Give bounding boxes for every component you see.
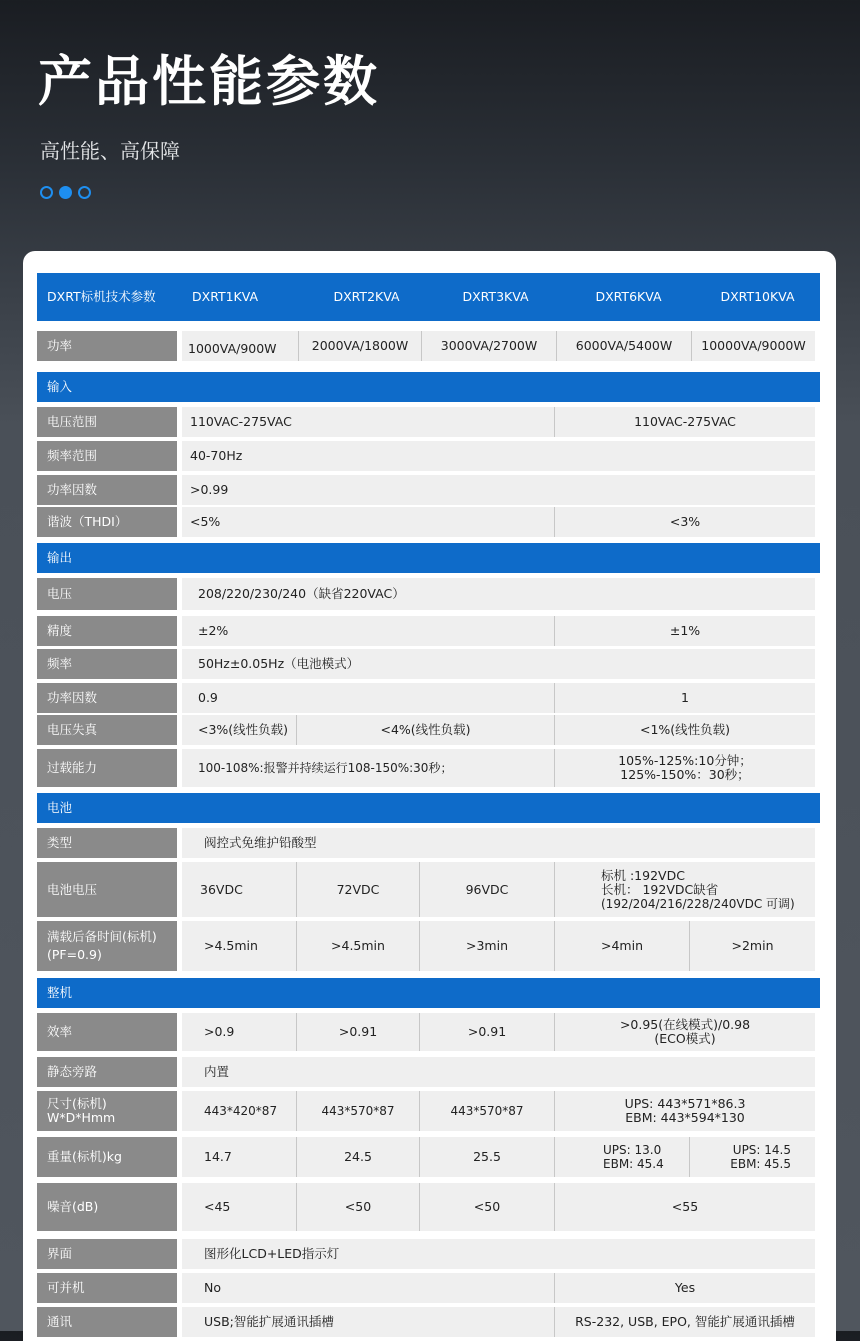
table-row bbox=[37, 1239, 820, 1269]
row-label: 频率 bbox=[37, 649, 182, 679]
row-label bbox=[37, 921, 182, 971]
table-cell: 1000VA/900W bbox=[182, 331, 299, 361]
table-row bbox=[37, 1057, 820, 1087]
header-cell: DXRT6KVA bbox=[595, 289, 662, 304]
table-cell: >0.99 bbox=[182, 475, 815, 505]
table-cell: 内置 bbox=[182, 1057, 815, 1087]
row-label: 电池电压 bbox=[37, 862, 182, 917]
section-header-whole bbox=[37, 978, 820, 1008]
table-cell: <3%(线性负载) bbox=[182, 715, 297, 745]
cell-line: EBM: 45.5 bbox=[730, 1157, 791, 1171]
spec-table-card bbox=[23, 251, 836, 1341]
section-header-output bbox=[37, 543, 820, 573]
table-cell: >4.5min bbox=[297, 921, 420, 971]
row-label: 界面 bbox=[37, 1239, 182, 1269]
row-label: 类型 bbox=[37, 828, 182, 858]
table-cell: No bbox=[182, 1273, 555, 1303]
table-row bbox=[37, 862, 820, 917]
table-cell: ±1% bbox=[555, 616, 815, 646]
table-cell: 0.9 bbox=[182, 683, 555, 713]
row-label bbox=[37, 1091, 182, 1131]
header-cell: DXRT1KVA bbox=[192, 289, 259, 304]
table-cell: 443*570*87 bbox=[297, 1091, 420, 1131]
table-cell: 96VDC bbox=[420, 862, 555, 917]
row-label: 噪音(dB) bbox=[37, 1183, 182, 1231]
table-cell bbox=[555, 1091, 815, 1131]
cell-line: EBM: 45.4 bbox=[603, 1157, 664, 1171]
table-cell bbox=[555, 1013, 815, 1051]
table-cell: 1 bbox=[555, 683, 815, 713]
table-cell: <1%(线性负载) bbox=[555, 715, 815, 745]
carousel-indicator bbox=[40, 186, 91, 199]
row-label: 电压 bbox=[37, 578, 182, 610]
table-cell: 2000VA/1800W bbox=[299, 331, 422, 361]
table-cell: 14.7 bbox=[182, 1137, 297, 1177]
table-row bbox=[37, 616, 820, 646]
row-label: 通讯 bbox=[37, 1307, 182, 1337]
table-row bbox=[37, 1137, 820, 1177]
row-label: 电压范围 bbox=[37, 407, 182, 437]
row-label-line: 尺寸(标机) bbox=[47, 1096, 107, 1111]
row-label: 可并机 bbox=[37, 1273, 182, 1303]
table-cell: >3min bbox=[420, 921, 555, 971]
table-row bbox=[37, 683, 820, 713]
table-cell: <55 bbox=[555, 1183, 815, 1231]
table-cell: ±2% bbox=[182, 616, 555, 646]
row-label: 重量(标机)kg bbox=[37, 1137, 182, 1177]
cell-line: UPS: 443*571*86.3 bbox=[624, 1096, 746, 1111]
cell-line: >0.95(在线模式)/0.98 bbox=[619, 1017, 751, 1032]
table-row bbox=[37, 715, 820, 745]
row-label-line: (PF=0.9) bbox=[47, 947, 102, 962]
table-row bbox=[37, 331, 820, 361]
table-row bbox=[37, 578, 820, 610]
section-title: 输出 bbox=[47, 550, 73, 565]
table-cell: 50Hz±0.05Hz（电池模式） bbox=[182, 649, 815, 679]
table-row bbox=[37, 828, 820, 858]
table-row bbox=[37, 1183, 820, 1231]
carousel-dot-1[interactable] bbox=[40, 186, 53, 199]
table-cell: <3% bbox=[555, 507, 815, 537]
table-row bbox=[37, 407, 820, 437]
table-cell: 3000VA/2700W bbox=[422, 331, 557, 361]
table-cell: <50 bbox=[420, 1183, 555, 1231]
section-title: 电池 bbox=[47, 800, 73, 815]
table-row bbox=[37, 749, 820, 787]
table-cell: 25.5 bbox=[420, 1137, 555, 1177]
cell-line: UPS: 14.5 bbox=[732, 1143, 791, 1157]
row-label: 功率因数 bbox=[37, 475, 182, 505]
header-cell: DXRT2KVA bbox=[333, 289, 400, 304]
cell-line: UPS: 13.0 bbox=[603, 1143, 662, 1157]
section-title: 整机 bbox=[47, 985, 73, 1000]
cell-line: 125%-150%：30秒； bbox=[620, 767, 750, 782]
header-cell: DXRT标机技术参数 bbox=[47, 289, 156, 304]
table-cell: 6000VA/5400W bbox=[557, 331, 692, 361]
table-cell bbox=[555, 749, 815, 787]
table-row bbox=[37, 1273, 820, 1303]
cell-line: (ECO模式) bbox=[654, 1031, 716, 1046]
row-label-line: W*D*Hmm bbox=[47, 1110, 116, 1125]
table-cell: <50 bbox=[297, 1183, 420, 1231]
table-cell: 443*420*87 bbox=[182, 1091, 297, 1131]
table-cell: Yes bbox=[555, 1273, 815, 1303]
table-cell: 图形化LCD+LED指示灯 bbox=[182, 1239, 815, 1269]
table-cell: 72VDC bbox=[297, 862, 420, 917]
cell-line: EBM: 443*594*130 bbox=[625, 1110, 745, 1125]
row-label: 精度 bbox=[37, 616, 182, 646]
page-title: 产品性能参数 bbox=[38, 50, 380, 113]
cell-line: 标机 :192VDC bbox=[601, 867, 685, 883]
table-cell bbox=[555, 1137, 690, 1177]
table-cell: 阀控式免维护铅酸型 bbox=[182, 828, 815, 858]
table-cell bbox=[690, 1137, 815, 1177]
table-row bbox=[37, 1307, 820, 1337]
table-cell: 443*570*87 bbox=[420, 1091, 555, 1131]
table-cell: >4.5min bbox=[182, 921, 297, 971]
table-cell: RS-232, USB, EPO, 智能扩展通讯插槽 bbox=[555, 1307, 815, 1337]
table-cell: 100-108%:报警并持续运行108-150%:30秒； bbox=[182, 749, 555, 787]
table-row bbox=[37, 475, 820, 505]
table-cell: <45 bbox=[182, 1183, 297, 1231]
table-cell: >4min bbox=[555, 921, 690, 971]
table-cell: 110VAC-275VAC bbox=[555, 407, 815, 437]
cell-line: 105%-125%:10分钟； bbox=[618, 753, 752, 768]
row-label: 功率 bbox=[37, 331, 182, 361]
table-row bbox=[37, 1091, 820, 1131]
section-header-input bbox=[37, 372, 820, 402]
table-cell: 40-70Hz bbox=[182, 441, 815, 471]
carousel-dot-3[interactable] bbox=[78, 186, 91, 199]
table-cell: USB;智能扩展通讯插槽 bbox=[182, 1307, 555, 1337]
table-row bbox=[37, 921, 820, 971]
cell-line: (192/204/216/228/240VDC 可调) bbox=[601, 896, 795, 911]
row-label: 功率因数 bbox=[37, 683, 182, 713]
page-subtitle: 高性能、高保障 bbox=[40, 139, 180, 163]
table-row bbox=[37, 507, 820, 537]
hero-banner bbox=[0, 0, 860, 260]
table-cell: <4%(线性负载) bbox=[297, 715, 555, 745]
row-label: 过载能力 bbox=[37, 749, 182, 787]
table-row bbox=[37, 649, 820, 679]
table-cell: >0.91 bbox=[297, 1013, 420, 1051]
table-cell: <5% bbox=[182, 507, 555, 537]
row-label: 效率 bbox=[37, 1013, 182, 1051]
table-cell: >0.91 bbox=[420, 1013, 555, 1051]
row-label: 静态旁路 bbox=[37, 1057, 182, 1087]
header-cell: DXRT3KVA bbox=[462, 289, 529, 304]
table-cell: 36VDC bbox=[182, 862, 297, 917]
row-label: 电压失真 bbox=[37, 715, 182, 745]
table-cell: 24.5 bbox=[297, 1137, 420, 1177]
section-header-battery bbox=[37, 793, 820, 823]
table-cell: 10000VA/9000W bbox=[692, 331, 815, 361]
table-cell bbox=[555, 862, 815, 917]
table-row bbox=[37, 1013, 820, 1051]
carousel-dot-2[interactable] bbox=[59, 186, 72, 199]
row-label-line: 满载后备时间(标机) bbox=[47, 929, 157, 944]
header-cell: DXRT10KVA bbox=[720, 289, 795, 304]
table-cell: 110VAC-275VAC bbox=[182, 407, 555, 437]
section-title: 输入 bbox=[47, 379, 73, 394]
row-label: 频率范围 bbox=[37, 441, 182, 471]
row-label: 谐波（THDI） bbox=[37, 507, 182, 537]
cell-line: 长机： 192VDC缺省 bbox=[601, 881, 719, 897]
table-cell: >0.9 bbox=[182, 1013, 297, 1051]
table-row bbox=[37, 441, 820, 471]
table-cell: 208/220/230/240（缺省220VAC） bbox=[182, 578, 815, 610]
table-header bbox=[37, 273, 820, 321]
table-cell: >2min bbox=[690, 921, 815, 971]
